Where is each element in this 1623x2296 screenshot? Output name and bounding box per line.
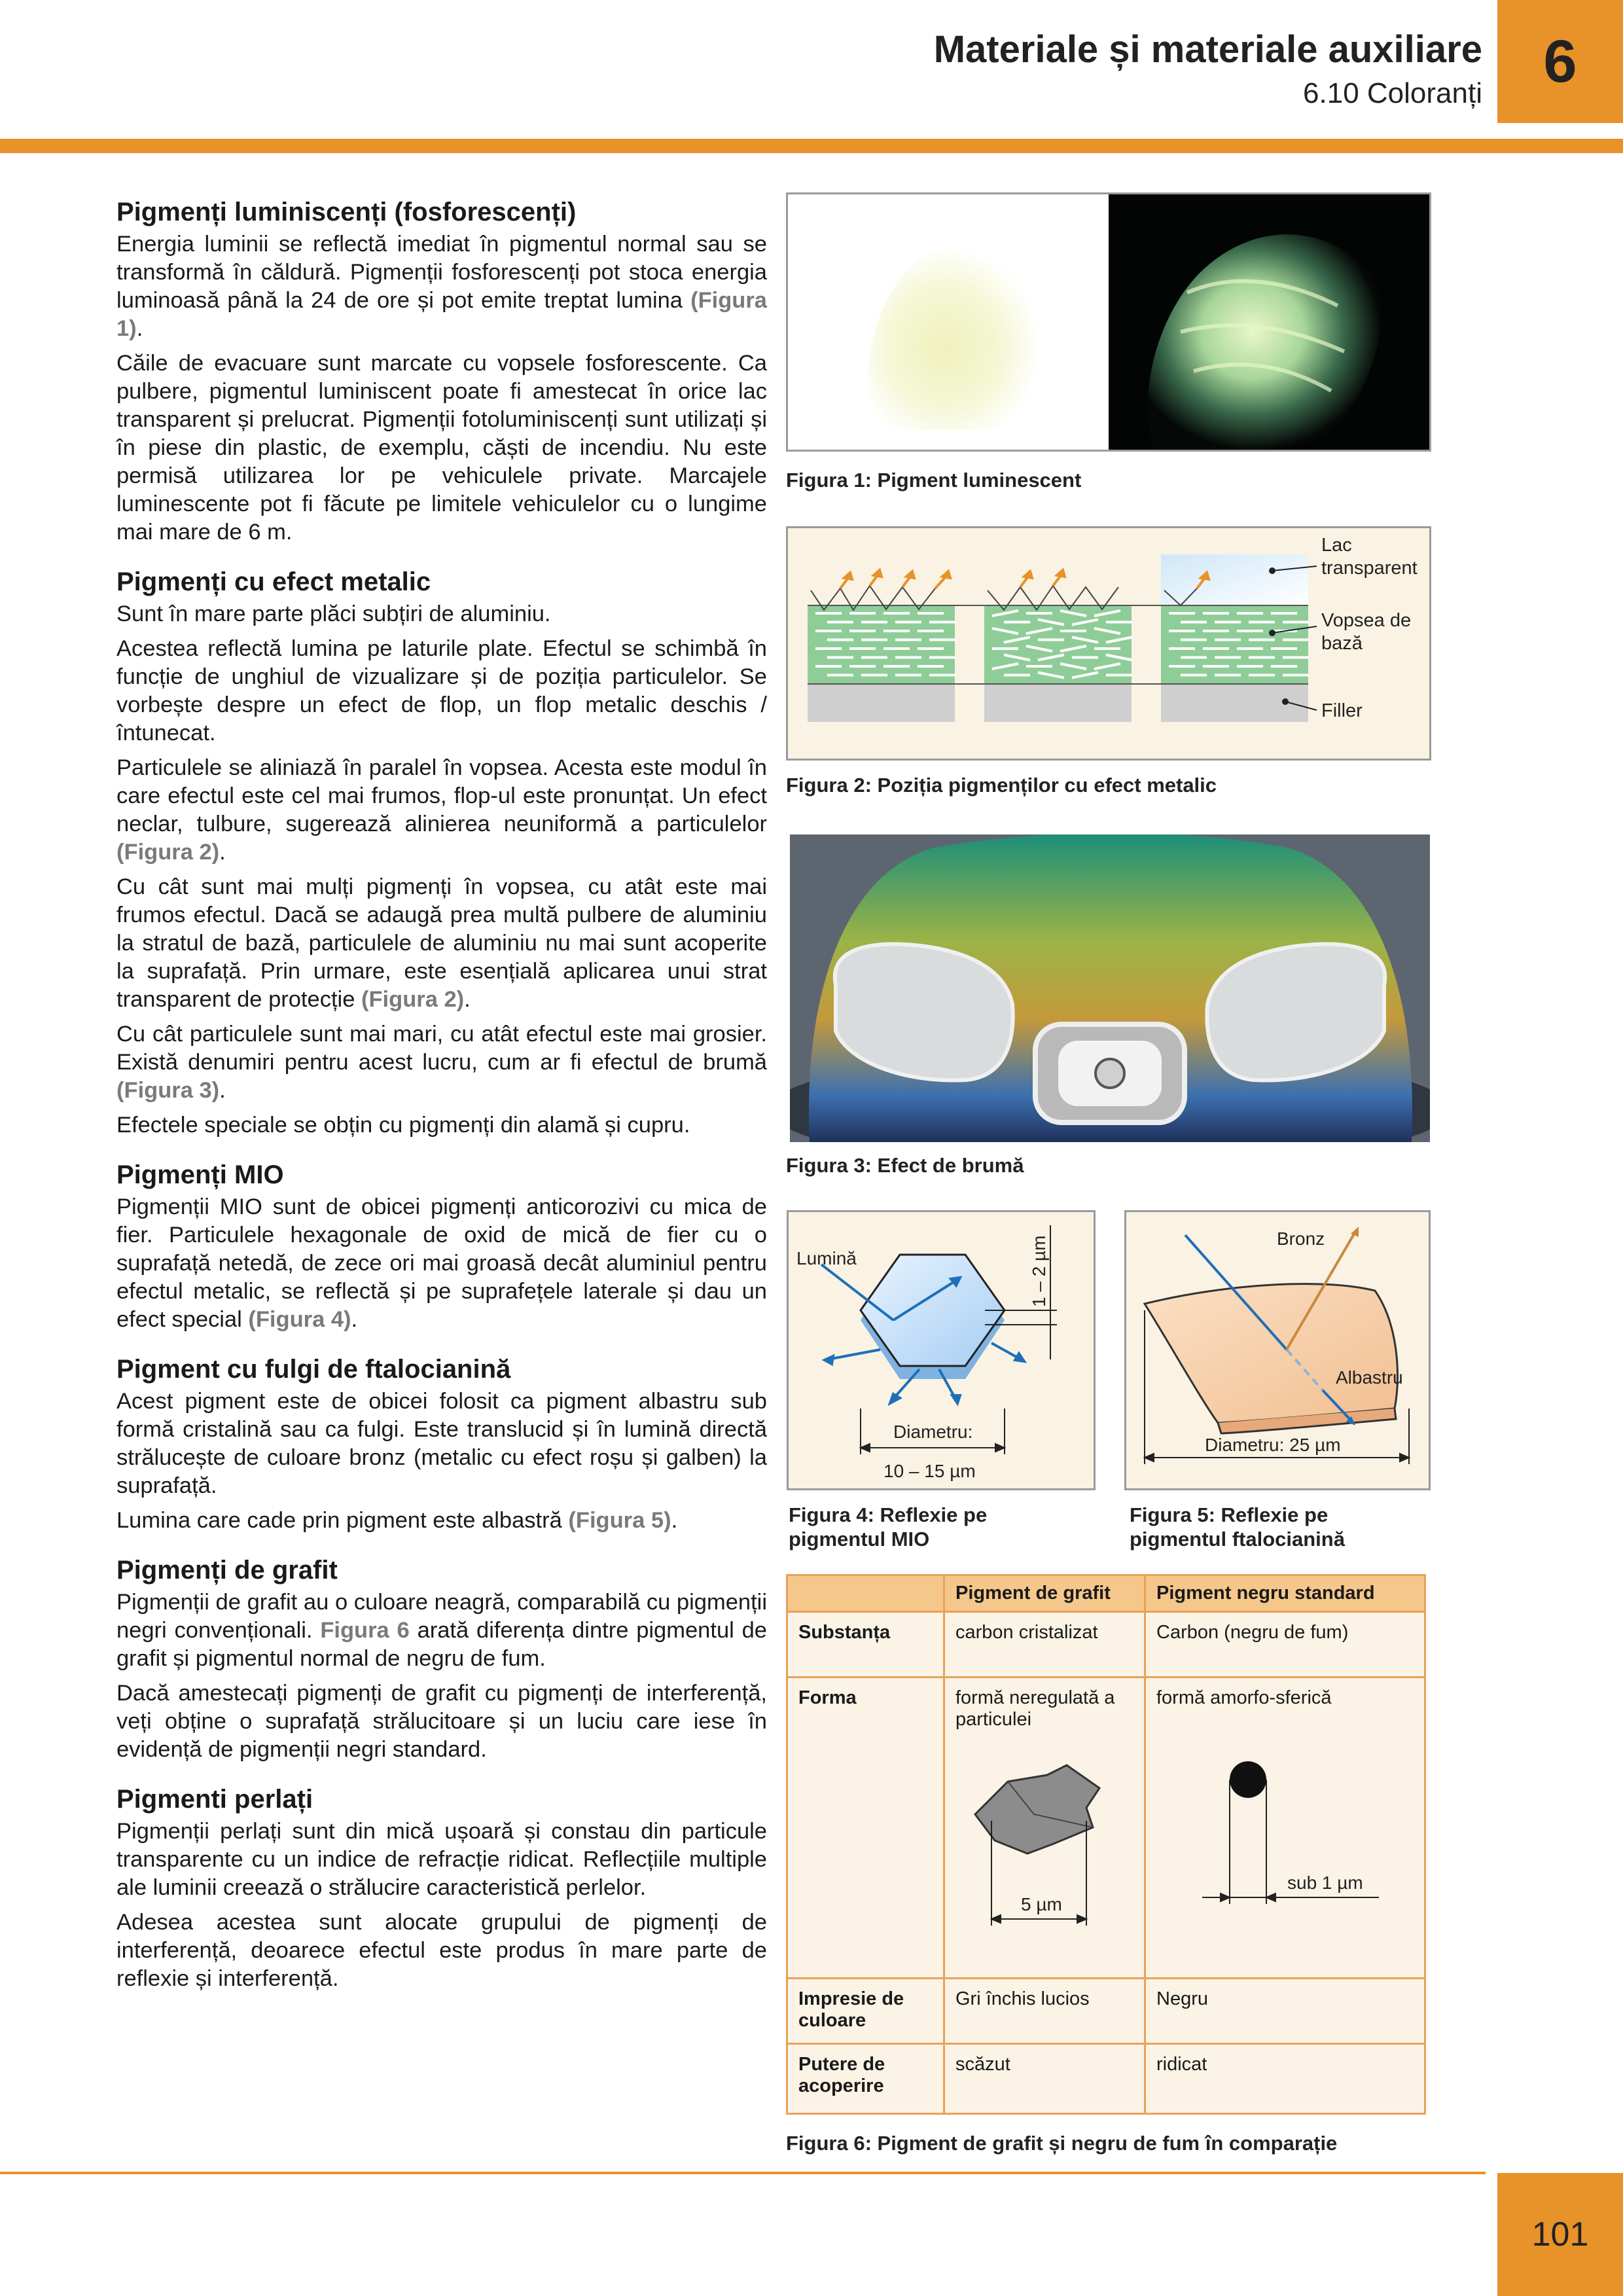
paragraph — [116, 754, 767, 867]
figure-1 — [786, 192, 1431, 452]
paragraph — [116, 873, 767, 1014]
cell-standard: Negru — [1145, 1979, 1425, 2044]
label-diameter: Diametru: — [893, 1422, 973, 1442]
label-basecoat-line2: bază — [1321, 633, 1363, 654]
table-header-row — [787, 1575, 1425, 1612]
paragraph-text: Cu cât particulele sunt mai mari, cu atât efectul este mai grosier. Există denumiri pentru acest lucru, cum ar fi efectul de brumă — [116, 1022, 767, 1075]
paragraph — [116, 1388, 767, 1500]
paragraph-text: Lumina care cade prin pigment este albastră — [116, 1508, 569, 1533]
figure-reference: (Figura 2) — [361, 987, 465, 1012]
paragraph — [116, 1818, 767, 1902]
paragraph-text: Cu cât sunt mai mulți pigmenți în vopsea, cu atât este mai frumos efectul. Dacă se adaugă prea multă pulbere de aluminiu la stratul de bază, particulele de aluminiu nu mai sunt acoperite la suprafață. Prin urmare, este esențială aplicarea unui strat transparent de protecție — [116, 874, 767, 1012]
paragraph — [116, 1909, 767, 1993]
paragraph-text: . — [351, 1307, 358, 1332]
graphite-particle-sketch — [955, 1736, 1113, 1945]
table-row — [787, 1677, 1425, 1979]
figure-reference: (Figura 5) — [568, 1508, 671, 1533]
text-column — [116, 196, 767, 2013]
figure-5-caption-line1: Figura 5: Reflexie pe — [1130, 1503, 1329, 1526]
page-number: 101 — [1497, 2173, 1623, 2296]
paragraph-text: . — [219, 1078, 226, 1103]
basecoat-blocks — [808, 605, 1308, 684]
section — [116, 1554, 767, 1764]
table-row — [787, 1612, 1425, 1677]
section-heading: Pigmenți cu efect metalic — [116, 567, 431, 596]
paragraph-text: Căile de evacuare sunt marcate cu vopsele fosforescente. Ca pulbere, pigmentul luminiscent poate fi amestecat în orice lac transparent și prelucrat. Pigmenții fotoluminiscenți sunt utilizați și în piese din plastic, de exemplu, căști de incendiu. Nu este permisă utilizarea lor pe vehiculele private. Marcajele luminescente pot fi făcute pe limitele vehiculelor cu o lungime mai mare de 6 m. — [116, 351, 767, 545]
header-subtitle: 6.10 Coloranți — [1303, 77, 1482, 109]
section — [116, 566, 767, 1139]
cell-graphite-form — [944, 1677, 1145, 1979]
figure-4 — [787, 1210, 1096, 1490]
section — [116, 1784, 767, 1993]
figure-reference: (Figura 1) — [116, 288, 767, 341]
cell-standard: Carbon (negru de fum) — [1145, 1612, 1425, 1677]
footer-rule — [0, 2172, 1486, 2174]
section-heading: Pigmenți MIO — [116, 1160, 284, 1189]
figure-5 — [1124, 1210, 1431, 1490]
comparison-table — [786, 1574, 1426, 2115]
row-label: Impresie de culoare — [787, 1979, 944, 2044]
figure-4-caption-line2: pigmentul MIO — [789, 1528, 930, 1551]
paragraph — [116, 350, 767, 547]
cell-standard-form — [1145, 1677, 1425, 1979]
label-clearcoat-line2: transparent — [1321, 558, 1418, 579]
paragraph-text: . — [136, 316, 143, 341]
figure-6-caption: Figura 6: Pigment de grafit și negru de fum în comparație — [786, 2132, 1338, 2155]
label-diameter: Diametru: 25 µm — [1205, 1435, 1341, 1455]
paragraph-text: Acest pigment este de obicei folosit ca pigment albastru sub formă cristalină sau ca fulgi. Este translucid și în lumină directă strălucește de culoare bronz (metalic cu efect roșu și galben) la suprafață. — [116, 1389, 767, 1498]
label-bronze: Bronz — [1277, 1229, 1325, 1249]
carbon-black-particle-sketch — [1156, 1714, 1392, 1924]
paragraph-text: Efectele speciale se obțin cu pigmenți din alamă și cupru. — [116, 1113, 690, 1138]
table-header-empty — [787, 1575, 944, 1612]
table-row — [787, 2044, 1425, 2114]
paragraph-text: Dacă amestecați pigmenți de grafit cu pigmenți de interferență, veți obține o suprafață strălucitoare și un luciu care iese în evidență de pigmenții negri standard. — [116, 1681, 767, 1762]
chapter-number: 6 — [1497, 0, 1623, 123]
table-row — [787, 1979, 1425, 2044]
frost-effect-photo — [790, 834, 1430, 1142]
header-title: Materiale și materiale auxiliare — [933, 28, 1482, 71]
cell-standard: formă amorfo-sferică — [1156, 1687, 1332, 1708]
figure-reference: (Figura 4) — [248, 1307, 351, 1332]
phthalocyanine-reflection-diagram — [1126, 1212, 1429, 1488]
paragraph-text: Particulele se aliniază în paralel în vopsea. Acesta este modul în care efectul este cel mai frumos, flop-ul este pronunțat. Un efect neclar, tulbure, sugerează alinierea neuniformă a particulelor — [116, 755, 767, 836]
paragraph — [116, 1507, 767, 1535]
luminescent-pigment-photo — [788, 194, 1429, 450]
paragraph — [116, 1193, 767, 1334]
paragraph-text: arată diferența dintre pigmentul de grafit și pigmentul normal de negru de fum. — [116, 1618, 767, 1671]
section — [116, 196, 767, 547]
figure-2-caption: Figura 2: Poziția pigmenților cu efect metalic — [786, 774, 1217, 797]
label-thickness: 1 – 2 µm — [1029, 1235, 1049, 1307]
header-rule — [0, 139, 1623, 153]
label-blue: Albastru — [1336, 1367, 1403, 1388]
label-diameter-value: 10 – 15 µm — [883, 1461, 976, 1481]
paragraph-text: Sunt în mare parte plăci subțiri de aluminiu. — [116, 601, 551, 626]
paragraph-text: . — [671, 1508, 678, 1533]
table-header-graphite: Pigment de grafit — [944, 1575, 1145, 1612]
section — [116, 1159, 767, 1334]
label-basecoat-line1: Vopsea de — [1321, 610, 1412, 631]
label-clearcoat-line1: Lac — [1321, 535, 1352, 556]
section-heading: Pigment cu fulgi de ftalocianină — [116, 1355, 511, 1384]
section-heading: Pigmenti perlați — [116, 1785, 313, 1814]
paragraph — [116, 1111, 767, 1139]
label-light: Lumină — [796, 1248, 857, 1268]
paragraph-text: Acestea reflectă lumina pe laturile plate. Efectul se schimbă în funcție de unghiul de vizualizare și de poziția particulelor. Se vorbește despre un efect de flop, un flop metalic deschis / întunecat. — [116, 636, 767, 745]
graphite-size-label: 5 µm — [1021, 1894, 1062, 1914]
cell-graphite: formă neregulată a particulei — [955, 1687, 1115, 1730]
mio-reflection-diagram — [789, 1212, 1094, 1488]
cell-graphite: scăzut — [944, 2044, 1145, 2114]
cell-graphite: Gri închis lucios — [944, 1979, 1145, 2044]
paragraph — [116, 1588, 767, 1673]
figure-reference: (Figura 2) — [116, 840, 220, 865]
paragraph-text: . — [219, 840, 226, 865]
row-label: Putere de acoperire — [787, 2044, 944, 2114]
paragraph — [116, 600, 767, 628]
row-label: Substanța — [787, 1612, 944, 1677]
figure-3 — [790, 834, 1430, 1142]
figure-3-caption: Figura 3: Efect de brumă — [786, 1154, 1024, 1177]
figure-reference: (Figura 3) — [116, 1078, 220, 1103]
paragraph-text: Pigmenții de grafit au o culoare neagră, comparabilă cu pigmenții negri convenționali. — [116, 1590, 767, 1643]
paragraph — [116, 635, 767, 747]
paragraph-text: . — [464, 987, 471, 1012]
section-heading: Pigmenți de grafit — [116, 1556, 338, 1585]
standard-size-label: sub 1 µm — [1287, 1873, 1363, 1893]
figure-4-caption-line1: Figura 4: Reflexie pe — [789, 1503, 988, 1526]
cell-graphite: carbon cristalizat — [944, 1612, 1145, 1677]
paragraph-text: Adesea acestea sunt alocate grupului de pigmenți de interferență, deoarece efectul este produs în mare parte de reflexie și interferență. — [116, 1910, 767, 1991]
row-label: Forma — [787, 1677, 944, 1979]
section — [116, 1354, 767, 1535]
paragraph-text: Pigmenții MIO sunt de obicei pigmenți anticorozivi cu mica de fier. Particulele hexagonale de oxid de mică de fier cu o suprafață netedă, de zece ori mai groasă decât aluminiul pentru efectul metalic, se reflectă și pe suprafețele laterale și dau un efect special — [116, 1194, 767, 1332]
paragraph-text: Pigmenții perlați sunt din mică ușoară și constau din particule transparente cu un indice de refracție ridicat. Reflecțiile multiple ale luminii creează o strălucire caracteristică perlelor. — [116, 1819, 767, 1900]
label-filler: Filler — [1321, 700, 1363, 721]
paragraph — [116, 1679, 767, 1764]
table-header-standard: Pigment negru standard — [1145, 1575, 1425, 1612]
figure-1-caption: Figura 1: Pigment luminescent — [786, 469, 1082, 492]
figure-reference: Figura 6 — [320, 1618, 410, 1643]
paragraph — [116, 1020, 767, 1105]
figure-5-caption-line2: pigmentul ftalocianină — [1130, 1528, 1345, 1551]
paragraph-text: Energia luminii se reflectă imediat în pigmentul normal sau se transformă în căldură. Pigmenții fosforescenți pot stoca energia luminoasă până la 24 de ore și pot emite treptat lumina — [116, 232, 767, 313]
paragraph — [116, 230, 767, 343]
cell-standard: ridicat — [1145, 2044, 1425, 2114]
metallic-pigment-diagram — [788, 528, 1429, 759]
section-heading: Pigmenți luminiscenți (fosforescenți) — [116, 198, 577, 226]
figure-2 — [786, 526, 1431, 761]
